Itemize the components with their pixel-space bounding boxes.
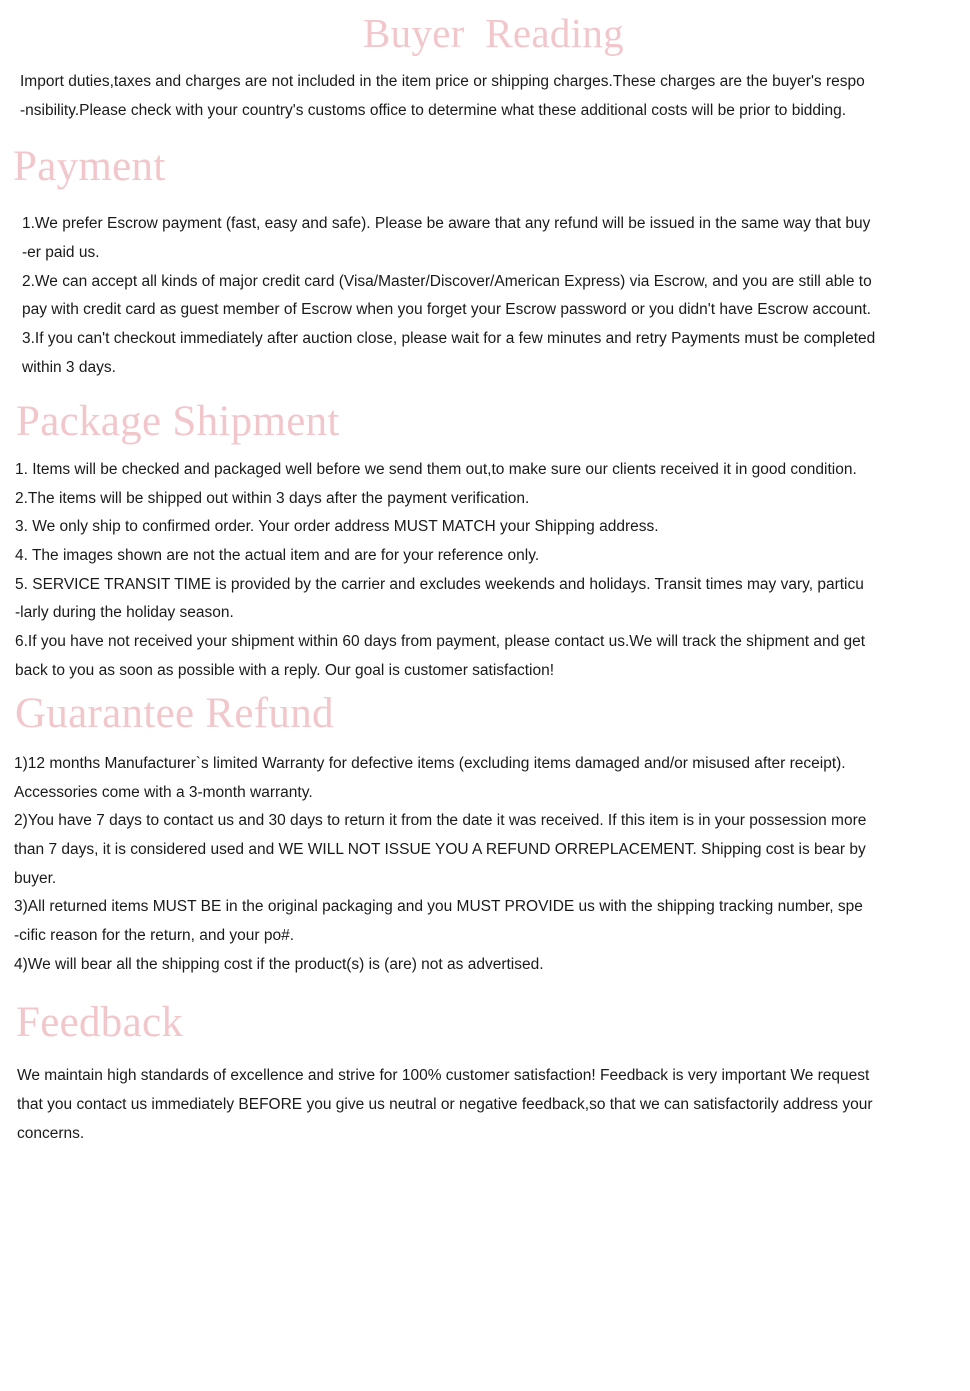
- guarantee-refund-heading: Guarantee Refund: [15, 690, 334, 737]
- payment-line: 3.If you can't checkout immediately after auction close, please wait for a few minutes and retry Payments must be completed: [22, 330, 876, 347]
- package-shipment-line: 6.If you have not received your shipment within 60 days from payment, please contact us.We will track the shipment and get: [15, 633, 866, 650]
- guarantee-refund-line: than 7 days, it is considered used and WE WILL NOT ISSUE YOU A REFUND ORREPLACEMENT. Shipping cost is bear by: [14, 841, 866, 858]
- feedback-line: concerns.: [17, 1125, 85, 1142]
- guarantee-refund-line: 1)12 months Manufacturer`s limited Warranty for defective items (excluding items damaged and/or misused after receipt).: [14, 755, 846, 772]
- feedback-heading: Feedback: [16, 999, 184, 1046]
- package-shipment-line: 3. We only ship to confirmed order. Your order address MUST MATCH your Shipping address.: [15, 518, 659, 535]
- buyer-reading-heading: Buyer Reading: [363, 10, 624, 56]
- payment-line: -er paid us.: [22, 244, 100, 261]
- payment-line: pay with credit card as guest member of Escrow when you forget your Escrow password or you didn't have Escrow account.: [22, 301, 871, 318]
- buyer-reading-line: Import duties,taxes and charges are not included in the item price or shipping charges.These charges are the buyer's respo: [20, 73, 865, 90]
- package-shipment-heading: Package Shipment: [16, 398, 340, 445]
- feedback-line: that you contact us immediately BEFORE you give us neutral or negative feedback,so that we can satisfactorily address your: [17, 1096, 873, 1113]
- payment-line: 2.We can accept all kinds of major credit card (Visa/Master/Discover/American Express) via Escrow, and you are still able to: [22, 273, 872, 290]
- payment-line: 1.We prefer Escrow payment (fast, easy and safe). Please be aware that any refund will be issued in the same way that buy: [22, 215, 871, 232]
- payment-heading: Payment: [13, 143, 166, 190]
- buyer-reading-line: -nsibility.Please check with your country's customs office to determine what these additional costs will be prior to bidding.: [20, 102, 847, 119]
- guarantee-refund-line: 2)You have 7 days to contact us and 30 days to return it from the date it was received. If this item is in your possession more: [14, 812, 867, 829]
- package-shipment-line: back to you as soon as possible with a reply. Our goal is customer satisfaction!: [15, 662, 555, 679]
- package-shipment-line: 4. The images shown are not the actual item and are for your reference only.: [15, 547, 540, 564]
- package-shipment-line: 5. SERVICE TRANSIT TIME is provided by the carrier and excludes weekends and holidays. Transit times may vary, particu: [15, 576, 864, 593]
- package-shipment-line: -larly during the holiday season.: [15, 604, 234, 621]
- guarantee-refund-line: buyer.: [14, 870, 57, 887]
- guarantee-refund-line: 3)All returned items MUST BE in the original packaging and you MUST PROVIDE us with the shipping tracking number, spe: [14, 898, 863, 915]
- guarantee-refund-line: Accessories come with a 3-month warranty.: [14, 784, 313, 801]
- feedback-line: We maintain high standards of excellence and strive for 100% customer satisfaction! Feedback is very important We request: [17, 1067, 870, 1084]
- package-shipment-line: 2.The items will be shipped out within 3 days after the payment verification.: [15, 490, 530, 507]
- package-shipment-line: 1. Items will be checked and packaged well before we send them out,to make sure our clients received it in good condition.: [15, 461, 857, 478]
- guarantee-refund-line: 4)We will bear all the shipping cost if the product(s) is (are) not as advertised.: [14, 956, 544, 973]
- payment-line: within 3 days.: [22, 359, 116, 376]
- guarantee-refund-line: -cific reason for the return, and your po#.: [14, 927, 295, 944]
